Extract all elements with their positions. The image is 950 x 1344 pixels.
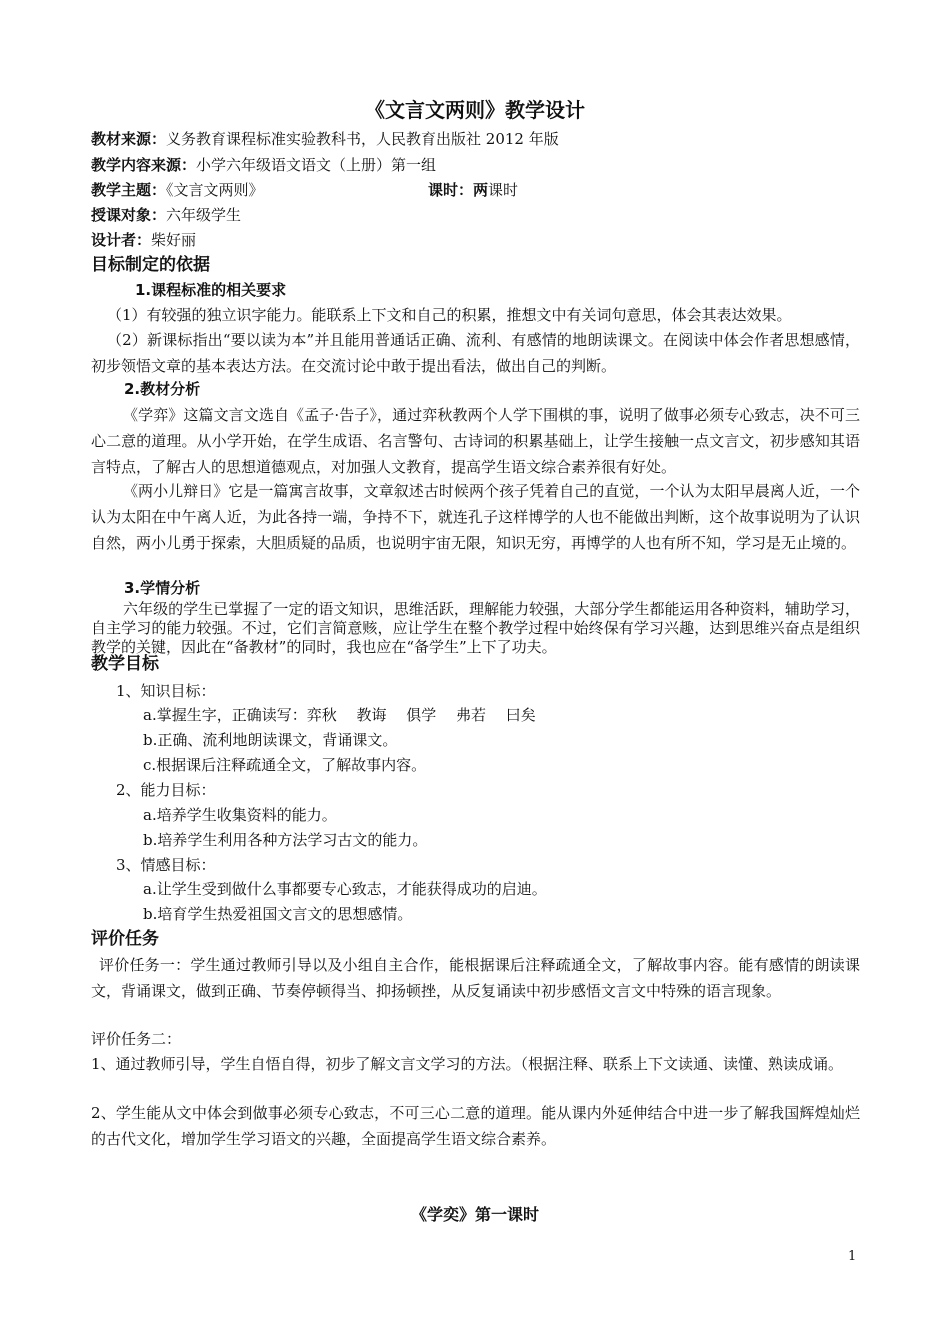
knowledge-goal-label: 1、知识目标： [116,682,216,700]
meta-audience-value: 六年级学生 [166,206,242,224]
evaluation-task-1: 评价任务一：学生通过教师引导以及小组自主合作，能根据课后注释疏通全文，了解故事内容。能有感情的朗读课文，背诵课文，做到正确、节奏停顿得当、抑扬顿挫，从反复诵读中初步感悟文言文中特殊的语言现象。 [91,956,860,1000]
learner-paragraph: 六年级的学生已掌握了一定的语文知识，思维活跃，理解能力较强，大部分学生都能运用各种资料，辅助学习，自主学习的能力较强。不过，它们言简意赅，应让学生在整个教学过程中始终保有学习兴趣，达到思维兴奋点是组织教学的关键，因此在“备教材”的同时，我也应在“备学生”上下了功夫。 [91,600,860,656]
meta-hours-label: 课时： [428,181,474,199]
material-paragraph-1: 《学弈》这篇文言文选自《孟子·告子》，通过弈秋教两个人学下围棋的事，说明了做事必须专心致志，决不可三心二意的道理。从小学开始，在学生成语、名言警句、古诗词的积累基础上，让学生接触一点文言文，初步感知其语言特点，了解古人的思想道德观点，对加强人文教育，提高学生语文综合素养很有好处。 [91,406,860,476]
emotion-goal-b: b.培育学生热爱祖国文言文的思想感情。 [143,905,413,923]
meta-source [91,128,559,150]
ability-goal-b: b.培养学生利用各种方法学习古文的能力。 [143,831,428,849]
basis-heading: 目标制定的依据 [91,255,210,275]
meta-hours-bold: 两 [473,181,489,199]
document-title: 《文言文两则》教学设计 [365,98,585,122]
lesson-title: 《学奕》第一课时 [410,1205,539,1224]
emotion-goal-label: 3、情感目标： [116,856,216,874]
meta-hours-rest: 课时 [488,181,519,199]
meta-designer-label: 设计者： [91,231,152,249]
goals-heading: 教学目标 [91,654,159,674]
ability-goal-label: 2、能力目标： [116,781,216,799]
meta-hours [428,179,518,201]
material-heading: 2.教材分析 [124,380,201,398]
material-paragraph-2: 《两小儿辩日》它是一篇寓言故事，文章叙述古时候两个孩子凭着自己的直觉，一个认为太阳早晨离人近，一个认为太阳在中午离人近，为此各持一端，争持不下，就连孔子这样博学的人也不能做出判断，这个故事说明为了认识自然，两小儿勇于探索，大胆质疑的品质，也说明宇宙无限，知识无穷，再博学的人也有所不知，学习是无止境的。 [91,482,860,552]
meta-source-value: 义务教育课程标准实验教科书，人民教育出版社 2012 年版 [166,130,559,148]
learner-heading: 3.学情分析 [124,579,201,597]
standards-paragraph-2: （2）新课标指出“要以读为本”并且能用普通话正确、流利、有感情的地朗读课文。在阅读中体会作者思想感情，初步领悟文章的基本表达方法。在交流讨论中敢于提出看法，做出自己的判断。 [91,331,860,375]
meta-theme-value: 《文言文两则》 [166,181,264,199]
meta-theme-label: 教学主题： [91,181,167,199]
meta-source-label: 教材来源： [91,130,167,148]
meta-audience-label: 授课对象： [91,206,167,224]
meta-content-value: 小学六年级语文语文（上册）第一组 [196,156,437,174]
evaluation-task-2-item-2: 2、学生能从文中体会到做事必须专心致志，不可三心二意的道理。能从课内外延伸结合中进一步了解我国辉煌灿烂的古代文化，增加学生学习语文的兴趣，全面提高学生语文综合素养。 [91,1104,860,1148]
standards-paragraph-1: （1）有较强的独立识字能力。能联系上下文和自己的积累，推想文中有关词句意思，体会其表达效果。 [107,306,792,324]
meta-content-label: 教学内容来源： [91,156,197,174]
meta-content [91,154,436,176]
evaluation-task-2-item-1: 1、通过教师引导，学生自悟自得，初步了解文言文学习的方法。（根据注释、联系上下文读通、读懂、熟读成诵。 [91,1055,844,1073]
evaluation-heading: 评价任务 [91,929,159,949]
meta-theme [91,179,264,201]
knowledge-goal-a: a.掌握生字，正确读写：弈秋 教诲 俱学 弗若 曰矣 [143,706,536,724]
knowledge-goal-b: b.正确、流利地朗读课文，背诵课文。 [143,731,398,749]
evaluation-task-2-label: 评价任务二： [91,1030,182,1048]
page-number: 1 [848,1249,857,1264]
meta-designer [91,229,196,251]
meta-designer-value: 柴好丽 [151,231,197,249]
standards-heading: 1.课程标准的相关要求 [135,281,287,299]
ability-goal-a: a.培养学生收集资料的能力。 [143,806,337,824]
meta-audience [91,204,241,226]
knowledge-goal-c: c.根据课后注释疏通全文，了解故事内容。 [143,756,427,774]
emotion-goal-a: a.让学生受到做什么事都要专心致志，才能获得成功的启迪。 [143,880,547,898]
